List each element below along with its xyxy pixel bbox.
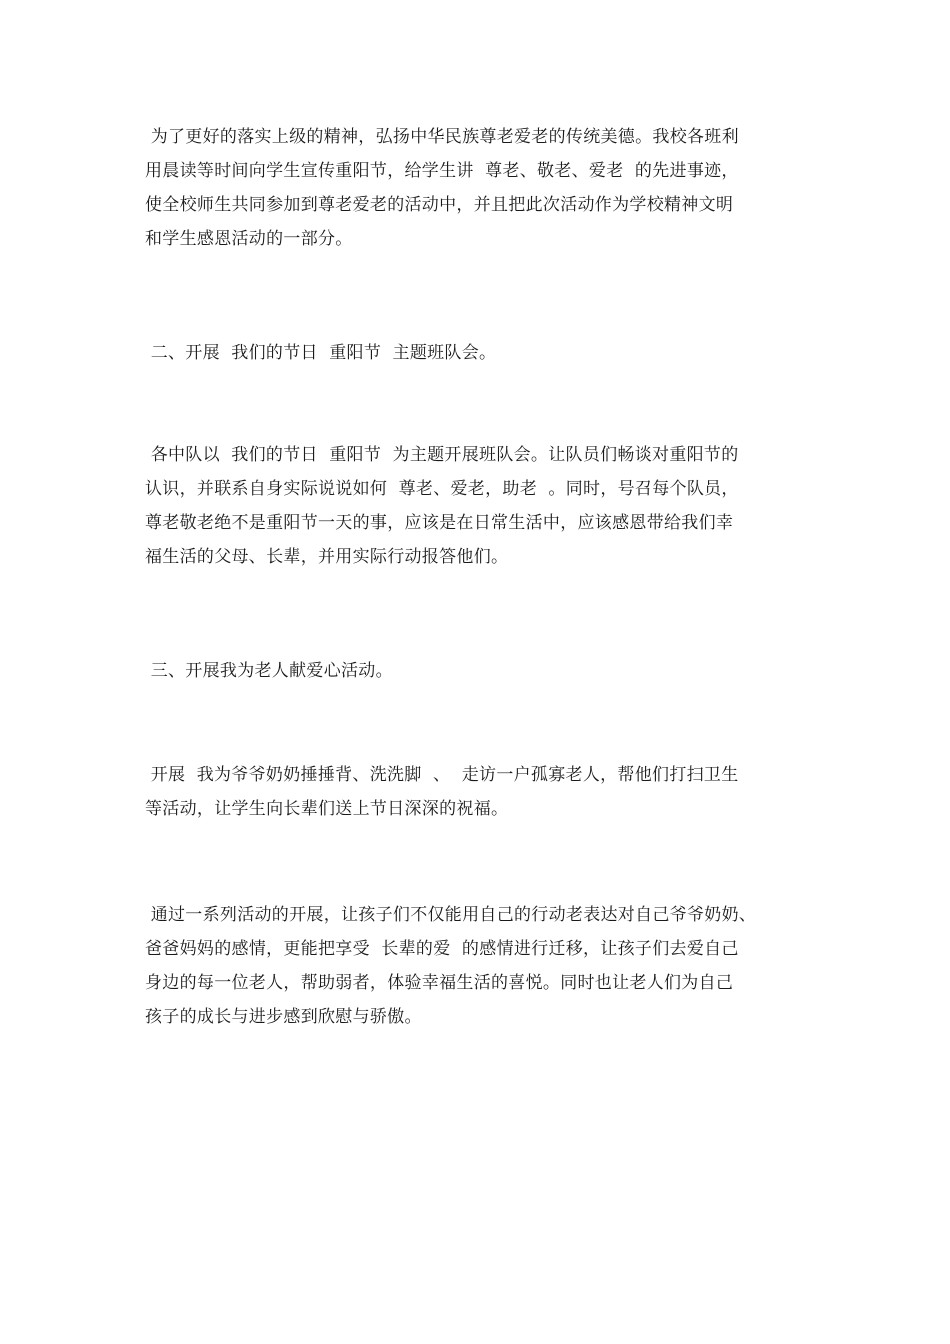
paragraph-line: 为了更好的落实上级的精神，弘扬中华民族尊老爱老的传统美德。我校各班利 xyxy=(145,127,739,147)
paragraph-line: 福生活的父母、长辈，并用实际行动报答他们。 xyxy=(145,547,509,567)
paragraph-intro xyxy=(145,120,845,256)
paragraph-line: 通过一系列活动的开展，让孩子们不仅能用自己的行动老表达对自己爷爷奶奶、 xyxy=(145,905,757,925)
paragraph-class-meeting xyxy=(145,438,845,574)
paragraph-line: 和学生感恩活动的一部分。 xyxy=(145,229,353,249)
paragraph-line: 开展 我为爷爷奶奶捶捶背、洗洗脚 、 走访一户孤寡老人，帮他们打扫卫生 xyxy=(145,765,739,785)
heading-text: 二、开展 我们的节日 重阳节 主题班队会。 xyxy=(145,343,497,363)
paragraph-line: 爸爸妈妈的感情，更能把享受 长辈的爱 的感情进行迁移，让孩子们去爱自己 xyxy=(145,939,739,959)
paragraph-conclusion xyxy=(145,898,845,1034)
paragraph-line: 等活动，让学生向长辈们送上节日深深的祝福。 xyxy=(145,799,509,819)
heading-text: 三、开展我为老人献爱心活动。 xyxy=(145,661,393,681)
paragraph-line: 用晨读等时间向学生宣传重阳节，给学生讲 尊老、敬老、爱老 的先进事迹， xyxy=(145,161,739,181)
paragraph-line: 各中队以 我们的节日 重阳节 为主题开展班队会。让队员们畅谈对重阳节的 xyxy=(145,445,739,465)
paragraph-line: 孩子的成长与进步感到欣慰与骄傲。 xyxy=(145,1007,422,1027)
paragraph-elderly-care xyxy=(145,758,845,826)
paragraph-line: 使全校师生共同参加到尊老爱老的活动中，并且把此次活动作为学校精神文明 xyxy=(145,195,734,215)
paragraph-line: 认识，并联系自身实际说说如何 尊老、爱老，助老 。同时，号召每个队员， xyxy=(145,479,739,499)
section-heading-3 xyxy=(145,654,845,688)
section-heading-2 xyxy=(145,336,845,370)
paragraph-line: 身边的每一位老人，帮助弱者，体验幸福生活的喜悦。同时也让老人们为自己 xyxy=(145,973,734,993)
paragraph-line: 尊老敬老绝不是重阳节一天的事，应该是在日常生活中，应该感恩带给我们幸 xyxy=(145,513,734,533)
